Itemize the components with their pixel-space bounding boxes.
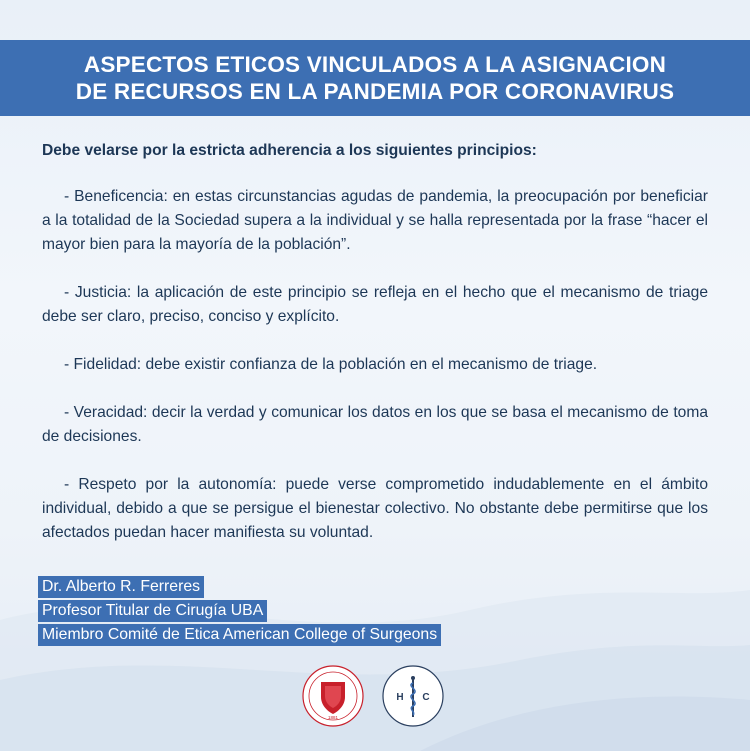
hospital-de-clinicas-seal-icon	[302, 665, 364, 727]
author-title: Profesor Titular de Cirugía UBA	[38, 600, 267, 622]
principle-justicia: - Justicia: la aplicación de este principio se refleja en el hecho que el mecanismo de triage debe ser claro, preciso, conciso y explícito.	[42, 284, 708, 325]
author-name: Dr. Alberto R. Ferreres	[38, 576, 204, 598]
hc-caduceus-logo-icon	[382, 665, 444, 727]
intro-text: Debe velarse por la estricta adherencia a los siguientes principios:	[42, 142, 537, 159]
principles-content	[42, 139, 708, 569]
hc-letter-h: H	[396, 692, 404, 703]
principle-autonomia: - Respeto por la autonomía: puede verse comprometido indudablemente en el ámbito individual, debido a que se persigue el bienestar colectivo. No obstante debe permitirse que los afectados puedan hacer manifiesta su voluntad.	[42, 476, 708, 541]
author-signature	[38, 576, 441, 648]
principle-fidelidad: - Fidelidad: debe existir confianza de la población en el mecanismo de triage.	[64, 356, 598, 373]
principle-beneficencia: - Beneficencia: en estas circunstancias agudas de pandemia, la preocupación por beneficiar a la totalidad de la Sociedad supera a la individual y se halla representada por la frase “hacer el mayor bien para la mayoría de la población”.	[42, 188, 708, 253]
logos	[302, 665, 444, 727]
principle-veracidad: - Veracidad: decir la verdad y comunicar los datos en los que se basa el mecanismo de toma de decisiones.	[42, 404, 708, 445]
title-line-1: ASPECTOS ETICOS VINCULADOS A LA ASIGNACION	[83, 52, 667, 77]
author-affiliation: Miembro Comité de Etica American College of Surgeons	[38, 624, 441, 646]
title-banner	[0, 40, 750, 116]
title-line-2: DE RECURSOS EN LA PANDEMIA POR CORONAVIRUS	[75, 79, 675, 104]
seal-year: 1881	[327, 715, 339, 720]
hc-letter-c: C	[422, 692, 430, 703]
